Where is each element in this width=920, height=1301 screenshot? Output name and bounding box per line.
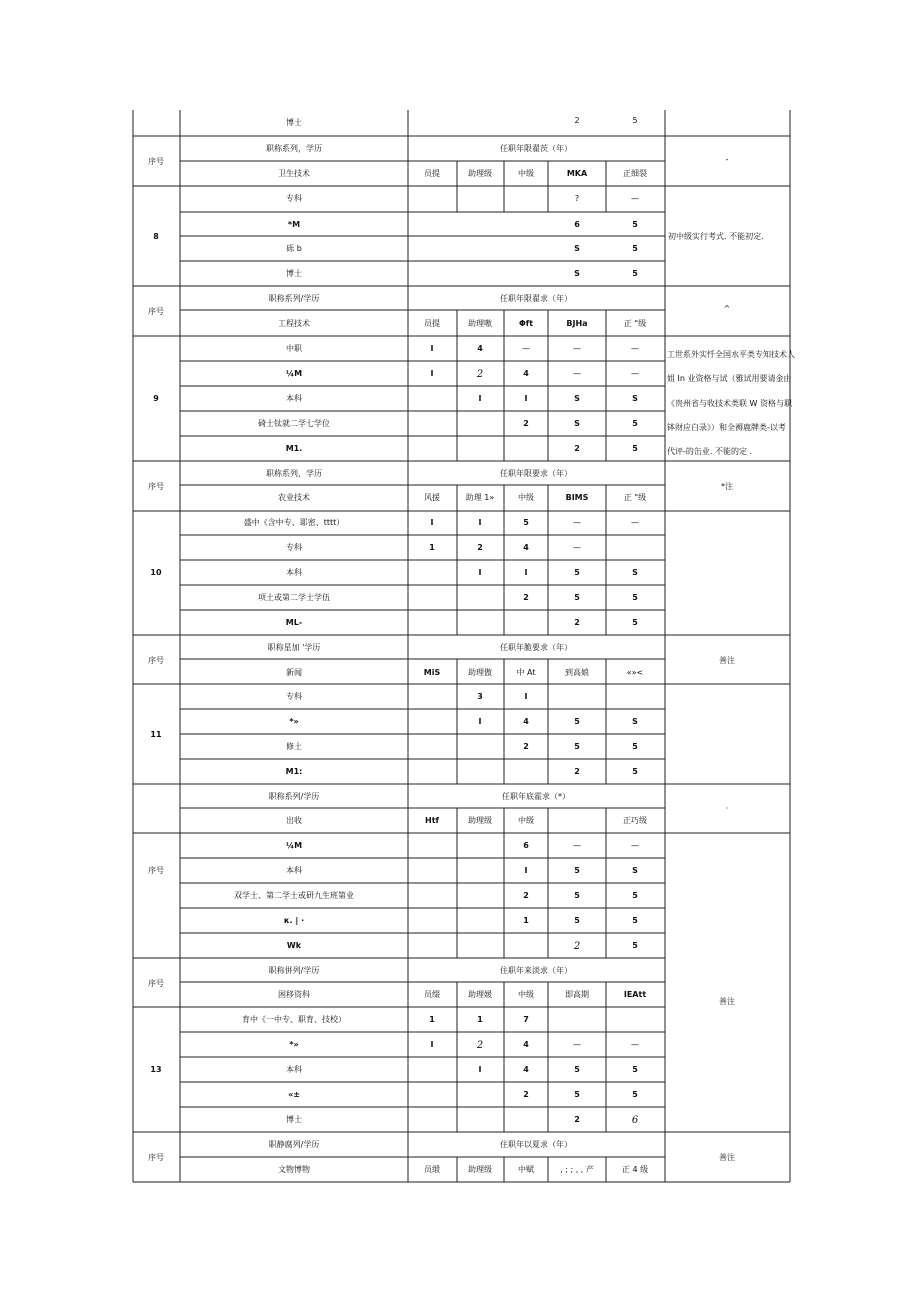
value-cell: 1: [477, 1015, 483, 1024]
series-header: 职称系列，学历: [266, 144, 322, 153]
level-header: «»<: [626, 668, 644, 677]
value-cell: 4: [523, 1065, 529, 1074]
field-name: 新闻: [286, 668, 302, 677]
level-header: 中级: [518, 990, 534, 999]
value-cell: 1: [429, 543, 435, 552]
seq-header: 序号: [148, 866, 164, 875]
level-header: 正巧级: [623, 816, 647, 825]
value-cell: 2: [523, 1090, 529, 1099]
value-cell: 5: [632, 593, 638, 602]
degree-cell: 砾 b: [286, 244, 302, 253]
row-number: 9: [153, 394, 159, 403]
note-line: 《贵州省与收技术类联 W 资格与职: [667, 399, 792, 408]
degree-cell: 中职: [286, 344, 302, 353]
value-cell: 5: [574, 1065, 580, 1074]
value-cell: ?: [574, 194, 580, 203]
level-header: 中级: [518, 493, 534, 502]
value-cell: —: [573, 369, 581, 378]
level-header: 助理嗷: [468, 319, 492, 328]
value-cell: —: [573, 1040, 581, 1049]
value-cell: 2: [574, 116, 580, 125]
value-cell: —: [631, 518, 639, 527]
value-cell: 5: [632, 742, 638, 751]
value-cell: 6: [574, 220, 580, 229]
value-cell: 4: [523, 1040, 529, 1049]
degree-cell: Wk: [286, 941, 302, 950]
level-header: , ; ; , , 产: [560, 1165, 594, 1174]
degree-cell: 盛中《含中专、耶密、tttt）: [243, 518, 345, 527]
value-cell: —: [573, 344, 581, 353]
value-cell: 5: [632, 444, 638, 453]
level-header: 助理 1»: [465, 493, 495, 502]
row-number: 13: [150, 1065, 162, 1074]
value-cell: —: [631, 1040, 639, 1049]
value-cell: 5: [574, 717, 580, 726]
level-header: MiS: [423, 668, 441, 677]
degree-cell: ¼M: [285, 841, 303, 850]
value-cell: 2: [574, 1115, 580, 1124]
level-header: 员缀: [424, 990, 440, 999]
note-header: -: [725, 155, 729, 164]
value-cell: I: [478, 394, 482, 403]
value-cell: —: [631, 369, 639, 378]
value-cell: 2: [573, 941, 581, 952]
value-cell: 4: [477, 344, 483, 353]
level-header: MKA: [566, 169, 588, 178]
value-cell: S: [574, 269, 580, 278]
degree-cell: 专科: [286, 194, 302, 203]
level-header: 员缎: [424, 1165, 440, 1174]
value-cell: 5: [632, 767, 638, 776]
level-header: 中级: [518, 169, 534, 178]
value-cell: I: [478, 568, 482, 577]
value-cell: S: [574, 244, 580, 253]
series-header: 职称系列/学历: [268, 294, 320, 303]
note-line: 代评-的缶业. 不能的定 .: [667, 447, 753, 456]
value-cell: S: [574, 394, 580, 403]
note-header: ^: [723, 304, 731, 313]
table-grid: [133, 110, 790, 1182]
value-cell: 6: [631, 1115, 639, 1126]
value-cell: 2: [523, 891, 529, 900]
level-header: 助理媛: [468, 990, 492, 999]
value-cell: I: [478, 1065, 482, 1074]
field-name: 出收: [286, 816, 302, 825]
value-cell: —: [631, 344, 639, 353]
field-name: 文物博物: [278, 1165, 310, 1174]
seq-header: 序号: [148, 482, 164, 491]
years-header: 任职年脆要求（年）: [500, 643, 572, 652]
value-cell: S: [632, 568, 638, 577]
value-cell: 5: [574, 1090, 580, 1099]
value-cell: I: [478, 518, 482, 527]
field-name: 困移资科: [278, 990, 310, 999]
value-cell: 5: [574, 593, 580, 602]
level-header: IEAtt: [623, 990, 647, 999]
seq-header: 序号: [148, 157, 164, 166]
merged-note: 善注: [719, 997, 735, 1006]
value-cell: —: [631, 194, 639, 203]
value-cell: 5: [632, 220, 638, 229]
value-cell: 5: [632, 618, 638, 627]
level-header: 中 At: [516, 668, 536, 677]
degree-cell: ML-: [285, 618, 303, 627]
value-cell: I: [430, 369, 434, 378]
level-header: 员提: [424, 169, 440, 178]
value-cell: I: [478, 717, 482, 726]
level-header: Htf: [425, 816, 439, 825]
level-header: BJHa: [566, 319, 588, 328]
value-cell: —: [522, 344, 530, 353]
note-line: 工世系外实忏全国水平类专知技术人: [667, 350, 795, 359]
degree-cell: «±: [288, 1090, 300, 1099]
value-cell: 5: [574, 742, 580, 751]
value-cell: I: [430, 1040, 434, 1049]
level-header: BIMS: [565, 493, 589, 502]
degree-cell: *»: [289, 1040, 299, 1049]
degree-cell: *»: [289, 717, 299, 726]
level-header: 中级: [518, 816, 534, 825]
note-line: 姐 In 业资格与试（雅试用要请金由: [667, 374, 792, 383]
years-header: 住职年以夏求（年）: [500, 1140, 572, 1149]
value-cell: 5: [632, 419, 638, 428]
level-header: 员提: [424, 319, 440, 328]
row-number: 8: [153, 232, 159, 241]
value-cell: 2: [574, 444, 580, 453]
series-header: 职称系列，学历: [266, 469, 322, 478]
level-header: 正 4 级: [621, 1165, 649, 1174]
value-cell: —: [631, 841, 639, 850]
value-cell: 1: [523, 916, 529, 925]
degree-cell: 博士: [286, 118, 302, 127]
note-line: 钵财应白录》）和全褥鹿牌类-以考: [667, 423, 786, 432]
value-cell: S: [574, 419, 580, 428]
value-cell: S: [632, 866, 638, 875]
value-cell: 5: [632, 1090, 638, 1099]
value-cell: 5: [632, 116, 638, 125]
degree-cell: ¼M: [285, 369, 303, 378]
value-cell: I: [430, 344, 434, 353]
degree-cell: 本科: [286, 1065, 302, 1074]
value-cell: 6: [523, 841, 529, 850]
value-cell: —: [573, 543, 581, 552]
level-header: 即高期: [565, 990, 589, 999]
series-header: 职称併列/学历: [268, 966, 320, 975]
field-name: 农业技术: [278, 493, 310, 502]
value-cell: S: [632, 394, 638, 403]
degree-cell: 修土: [286, 742, 302, 751]
value-cell: 5: [574, 568, 580, 577]
value-cell: 2: [476, 369, 484, 380]
note-cell: [667, 349, 795, 456]
level-header: 助理级: [468, 1165, 492, 1174]
degree-cell: 博士: [286, 1115, 302, 1124]
value-cell: 7: [523, 1015, 529, 1024]
value-cell: 2: [523, 742, 529, 751]
years-header: 任职年底霍求（*）: [502, 792, 570, 801]
value-cell: 2: [523, 419, 529, 428]
degree-cell: 本科: [286, 866, 302, 875]
value-cell: I: [524, 568, 528, 577]
years-header: 住职年来淡求（年）: [500, 966, 572, 975]
value-cell: I: [524, 692, 528, 701]
level-header: 助理级: [468, 169, 492, 178]
value-cell: 2: [477, 543, 483, 552]
value-cell: I: [430, 518, 434, 527]
level-header: 风援: [424, 493, 440, 502]
level-header: 正 "级: [623, 493, 647, 502]
note-header: *注: [721, 482, 733, 491]
degree-cell: 专科: [286, 543, 302, 552]
value-cell: 2: [523, 593, 529, 602]
value-cell: —: [573, 841, 581, 850]
level-header: 助理级: [468, 816, 492, 825]
degree-cell: 育中《一中专、职育、技校）: [242, 1015, 346, 1024]
table-text: [148, 116, 795, 1174]
degree-cell: M1.: [285, 444, 303, 453]
value-cell: 5: [632, 941, 638, 950]
degree-cell: 本科: [286, 394, 302, 403]
level-header: Φft: [518, 319, 534, 328]
field-name: 工程技术: [278, 319, 310, 328]
seq-header: 序号: [148, 1153, 164, 1162]
note-header: ·: [725, 804, 729, 813]
value-cell: 4: [523, 543, 529, 552]
value-cell: 4: [523, 369, 529, 378]
value-cell: 2: [574, 767, 580, 776]
value-cell: 5: [632, 269, 638, 278]
value-cell: 5: [523, 518, 529, 527]
value-cell: 5: [632, 244, 638, 253]
value-cell: —: [573, 518, 581, 527]
years-header: 任职年限翟求（年）: [500, 294, 572, 303]
seq-header: 序号: [148, 307, 164, 316]
value-cell: 4: [523, 717, 529, 726]
series-header: 职静腐列/学历: [268, 1140, 320, 1149]
seq-header: 序号: [148, 979, 164, 988]
value-cell: 5: [632, 891, 638, 900]
level-header: 正细裂: [623, 169, 647, 178]
value-cell: 5: [632, 916, 638, 925]
level-header: 助理傲: [468, 668, 492, 677]
degree-cell: *M: [287, 220, 301, 229]
series-header: 职称星加 '学历: [267, 643, 321, 652]
value-cell: 2: [574, 618, 580, 627]
value-cell: 5: [574, 866, 580, 875]
degree-cell: M1:: [285, 767, 303, 776]
value-cell: 5: [632, 1065, 638, 1074]
note-cell: 初中级实行考式. 不能初定.: [668, 232, 764, 241]
level-header: 到高娘: [565, 668, 589, 677]
value-cell: 5: [574, 916, 580, 925]
degree-cell: 专科: [286, 692, 302, 701]
degree-cell: 博士: [286, 269, 302, 278]
seq-header: 序号: [148, 656, 164, 665]
value-cell: 1: [429, 1015, 435, 1024]
value-cell: 5: [574, 891, 580, 900]
value-cell: S: [632, 717, 638, 726]
degree-cell: 项土或第二学士学伍: [258, 593, 330, 602]
value-cell: 3: [477, 692, 483, 701]
degree-cell: 本科: [286, 568, 302, 577]
years-header: 任职年限要求（年）: [500, 469, 572, 478]
value-cell: I: [524, 866, 528, 875]
level-header: 正 "级: [623, 319, 647, 328]
years-header: 任职年限翟茨（年）: [500, 144, 572, 153]
row-number: 10: [150, 568, 162, 577]
degree-cell: 双学士、第二学士或研九生班第业: [234, 891, 354, 900]
series-header: 职称系列/学历: [268, 792, 320, 801]
value-cell: 2: [476, 1040, 484, 1051]
row-number: 11: [150, 730, 162, 739]
level-header: 中赋: [518, 1165, 534, 1174]
value-cell: I: [524, 394, 528, 403]
note-header: 善注: [719, 656, 735, 665]
note-header: 善注: [719, 1153, 735, 1162]
degree-cell: κ. | ·: [283, 916, 305, 925]
degree-cell: 碕士钛就二学七学位: [258, 419, 330, 428]
field-name: 卫生技术: [278, 169, 310, 178]
